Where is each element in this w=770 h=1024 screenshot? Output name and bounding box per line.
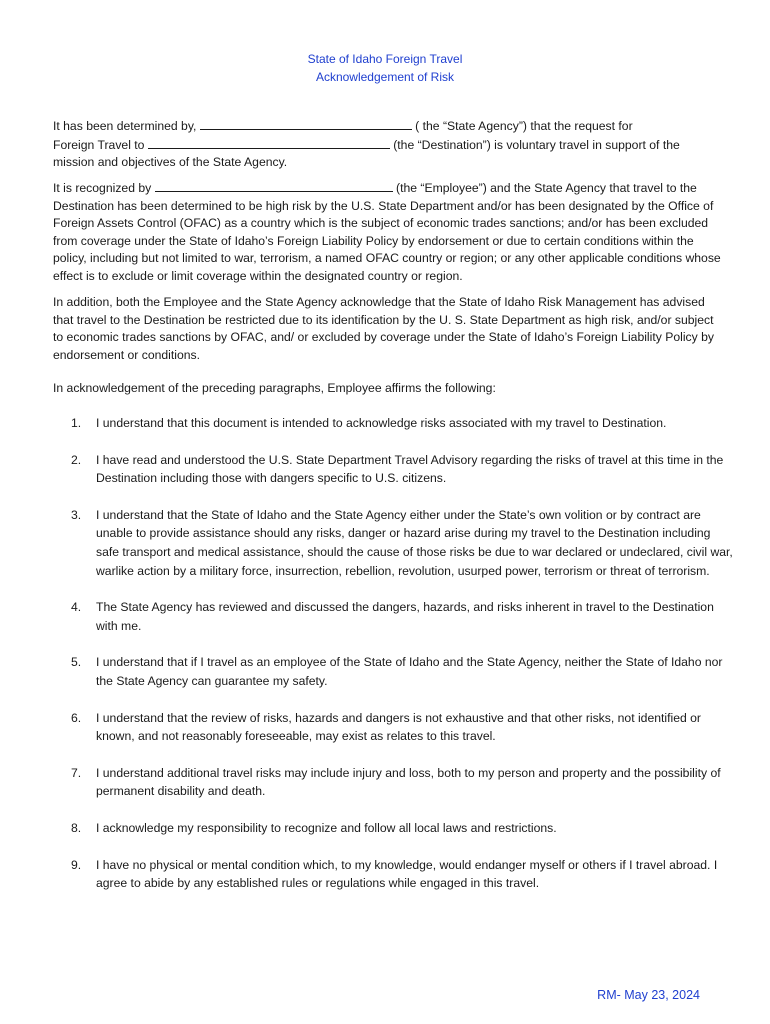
list-item	[53, 598, 733, 635]
title-line-1: State of Idaho Foreign Travel	[307, 52, 463, 66]
item-number: 5.	[71, 655, 82, 670]
para1-text: mission and objectives of the State Agency.	[53, 155, 288, 170]
item-text: I understand that the State of Idaho and the State Agency either under the State’s own volition or by contract are unable to provide assistance should any risks, danger or hazard arise during my travel to the Destination including safe transport and medical assistance, should the cause of those risks be due to war declared or undeclared, civil war, warlike action by a military force, insurrection, rebellion, revolution, usurped power, terrorism or threat of terrorism.	[96, 507, 733, 578]
item-number: 9.	[71, 857, 82, 872]
item-number: 4.	[71, 600, 82, 615]
paragraph-affirmation-intro: In acknowledgement of the preceding paragraphs, Employee affirms the following:	[53, 381, 496, 395]
item-number: 7.	[71, 765, 82, 780]
para1-text: Foreign Travel to	[53, 137, 148, 152]
paragraph-determination	[53, 117, 725, 172]
item-number: 2.	[71, 452, 82, 467]
item-number: 8.	[71, 820, 82, 835]
document-title	[0, 50, 770, 86]
item-text: I understand that this document is intended to acknowledge risks associated with my travel to Destination.	[96, 416, 667, 430]
item-number: 3.	[71, 507, 82, 522]
item-text: I understand additional travel risks may include injury and loss, both to my person and property and the possibility of permanent disability and death.	[96, 765, 721, 799]
list-item	[53, 819, 733, 838]
revision-footer: RM- May 23, 2024	[597, 988, 700, 1002]
list-item	[53, 414, 733, 433]
paragraph-risk-management: In addition, both the Employee and the State Agency acknowledge that the State of Idaho Risk Management has advised that travel to the Destination be restricted due to its identification by the U. S. State Department as high risk, and/or subject to economic trades sanctions by OFAC, and/ or excluded by coverage under the State of Idaho’s Foreign Liability Policy by endorsement or conditions.	[53, 295, 714, 362]
item-text: I understand that if I travel as an employee of the State of Idaho and the State Agency, neither the State of Idaho nor the State Agency can guarantee my safety.	[96, 655, 723, 688]
list-item	[53, 506, 733, 580]
item-number: 1.	[71, 416, 82, 430]
para2-text: It is recognized by	[53, 181, 155, 195]
employee-blank[interactable]	[155, 179, 393, 192]
item-text: I have no physical or mental condition which, to my knowledge, would endanger myself or others if I travel abroad. I agree to abide by any established rules or regulations while engaged in this travel.	[96, 857, 718, 891]
item-number: 6.	[71, 710, 82, 725]
list-item	[53, 653, 733, 690]
destination-blank[interactable]	[148, 136, 390, 149]
list-item	[53, 451, 733, 488]
para2-text: (the “Employee”) and the State Agency that travel to the Destination has been determined to be high risk by the U.S. State Department and/or has been designated by the Office of Foreign Assets Control (OFAC) as a country which is the subject of economic trades sanctions; and/or has been excluded from coverage under the State of Idaho’s Foreign Liability Policy by endorsement or due to certain conditions within the policy, including but not limited to war, terrorism, a named OFAC country or region; or any other applicable conditions whose effect is to exclude or limit coverage within the designated country or region.	[53, 181, 721, 283]
item-text: I understand that the review of risks, hazards and dangers is not exhaustive and that other risks, not identified or known, and not reasonably foreseeable, may exist as relates to this travel.	[96, 710, 701, 744]
state-agency-blank[interactable]	[200, 117, 412, 130]
para1-text: It has been determined by,	[53, 119, 200, 133]
title-line-2: Acknowledgement of Risk	[315, 70, 455, 84]
paragraph-recognition	[53, 179, 725, 286]
para1-text: ( the “State Agency”) that the request for	[411, 119, 633, 133]
item-text: The State Agency has reviewed and discussed the dangers, hazards, and risks inherent in travel to the Destination with me.	[96, 600, 714, 633]
affirmation-list	[53, 414, 733, 893]
para1-text: (the “Destination”) is voluntary travel in support of the	[389, 137, 680, 152]
list-item	[53, 856, 733, 893]
item-text: I have read and understood the U.S. State Department Travel Advisory regarding the risks of travel at this time in the Destination including those with dangers specific to U.S. citizens.	[96, 452, 724, 486]
item-text: I acknowledge my responsibility to recognize and follow all local laws and restrictions.	[96, 820, 557, 835]
list-item	[53, 764, 733, 801]
list-item	[53, 709, 733, 746]
